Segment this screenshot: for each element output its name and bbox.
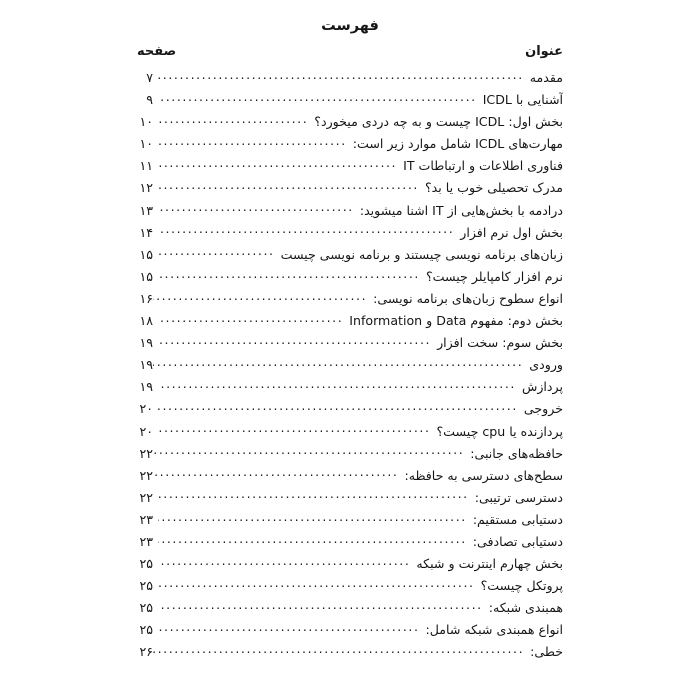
toc-leader-dots [158,154,397,170]
toc-entry[interactable] [137,221,563,243]
toc-entry-title: مدرک تحصیلی خوب یا بد؟ [424,180,563,196]
toc-entry-title: انواع سطوح زبان‌های برنامه نویسی: [373,290,563,306]
toc-entry-title: مهارت‌های ICDL شامل موارد زیر است: [352,136,563,152]
toc-leader-dots [153,287,367,303]
toc-entry-page-number: ۲۵ [139,600,153,616]
toc-entry-title: پروتکل چیست؟ [480,578,563,594]
toc-entry-title: دسترسی ترتیبی: [474,489,563,505]
toc-entry-page-number: ۱۰ [139,114,153,130]
toc-entry-page-number: ۱۲ [139,180,153,196]
toc-entry-title: انواع همبندی شبکه شامل: [425,622,563,638]
toc-entry-page-number: ۱۹ [139,357,153,373]
toc-entry[interactable] [137,154,563,176]
toc-entry-title: ورودی [529,357,563,373]
toc-entry[interactable] [137,66,563,88]
toc-entry-page-number: ۱۴ [139,224,153,240]
toc-leader-dots [158,110,308,126]
toc-leader-dots [153,640,524,656]
toc-entry[interactable] [137,596,563,618]
toc-leader-dots [158,508,467,524]
toc-leader-dots [158,309,343,325]
toc-entry-page-number: ۲۳ [139,511,153,527]
toc-leader-dots [158,88,477,104]
toc-leader-dots [158,530,467,546]
toc-leader-dots [158,176,419,192]
toc-entry[interactable] [137,552,563,574]
toc-entry-title: بخش سوم: سخت افزار [437,335,563,351]
toc-entry-title: سطح‌های دسترسی به حافظه: [404,467,563,483]
toc-entry[interactable] [137,640,563,662]
toc-entry-title: درادمه با بخش‌هایی از IT اشنا میشوید: [359,202,563,218]
page-title: فهرست [321,18,379,34]
toc-entry-page-number: ۱۰ [139,136,153,152]
toc-entry-page-number: ۱۸ [139,313,153,329]
toc-leader-dots [158,397,518,413]
toc-entry-title: پردازش [521,379,563,395]
toc-entry[interactable] [137,243,563,265]
toc-entry[interactable] [137,375,563,397]
toc-entry-title: بخش اول نرم افزار [460,224,563,240]
toc-leader-dots [153,464,398,480]
toc-leader-dots [158,221,454,237]
toc-entry-page-number: ۲۲ [139,489,153,505]
toc-entry[interactable] [137,132,563,154]
toc-leader-dots [158,243,275,259]
toc-entry[interactable] [137,486,563,508]
toc-entry-title: بخش اول: ICDL چیست و به چه دردی میخورد؟ [314,114,563,130]
toc-entry-page-number: ۲۵ [139,622,153,638]
toc-entry-title: خروجی [523,401,563,417]
column-header-title: عنوان [525,44,563,59]
toc-entry-page-number: ۱۵ [139,246,153,262]
toc-leader-dots [158,66,524,82]
toc-leader-dots [153,442,464,458]
toc-entry[interactable] [137,265,563,287]
toc-entry-page-number: ۲۳ [139,533,153,549]
toc-entry-page-number: ۲۰ [139,401,153,417]
toc-entry[interactable] [137,420,563,442]
toc-entry-page-number: ۲۲ [139,467,153,483]
toc-entry-title: دستیابی مستقیم: [472,511,563,527]
toc-entry[interactable] [137,574,563,596]
toc-column-headers [137,44,563,66]
toc-entry-page-number: ۹ [146,92,153,108]
toc-entry-page-number: ۷ [146,70,153,85]
column-header-page: صفحه [137,44,177,59]
toc-entry-page-number: ۱۵ [139,268,153,284]
toc-leader-dots [158,265,420,281]
toc-entry[interactable] [137,508,563,530]
table-of-contents [137,44,563,663]
toc-entry-list [137,66,563,663]
toc-leader-dots [153,353,523,369]
toc-entry-page-number: ۲۵ [139,578,153,594]
toc-leader-dots [158,375,516,391]
toc-leader-dots [158,596,483,612]
toc-entry[interactable] [137,353,563,375]
toc-entry[interactable] [137,88,563,110]
toc-entry[interactable] [137,287,563,309]
toc-entry-page-number: ۲۲ [139,445,153,461]
toc-entry-title: نرم افزار کامپایلر چیست؟ [425,268,563,284]
toc-entry-title: دستیابی تصادفی: [472,533,563,549]
toc-entry-title: مقدمه [529,70,563,85]
toc-entry[interactable] [137,176,563,198]
toc-entry-page-number: ۱۳ [139,202,153,218]
toc-entry[interactable] [137,331,563,353]
toc-entry[interactable] [137,530,563,552]
toc-entry-title: حافظه‌های جانبی: [470,445,563,461]
toc-entry-title: پردازنده یا cpu چیست؟ [436,423,563,439]
toc-entry-title: آشنایی با ICDL [482,92,563,108]
toc-entry-title: همبندی شبکه: [488,600,563,616]
toc-leader-dots [158,132,347,148]
toc-entry-title: بخش چهارم اینترنت و شبکه [416,556,563,572]
toc-entry[interactable] [137,397,563,419]
toc-entry-page-number: ۲۰ [139,423,153,439]
toc-entry-title: بخش دوم: مفهوم Data و Information [349,313,563,329]
toc-entry[interactable] [137,442,563,464]
toc-entry-page-number: ۱۱ [139,158,153,174]
toc-entry-page-number: ۲۶ [139,644,153,660]
toc-entry[interactable] [137,464,563,486]
toc-entry-page-number: ۱۹ [139,335,153,351]
toc-entry-title: فناوری اطلاعات و ارتباطات IT [403,158,563,174]
toc-entry[interactable] [137,309,563,331]
toc-entry-title: خطی: [530,644,563,660]
toc-leader-dots [158,618,420,634]
toc-leader-dots [158,486,469,502]
toc-leader-dots [158,420,431,436]
toc-entry-page-number: ۱۶ [139,290,153,306]
toc-entry[interactable] [137,618,563,640]
toc-leader-dots [158,574,475,590]
toc-entry-page-number: ۱۹ [139,379,153,395]
toc-entry-title: زبان‌های برنامه نویسی چیستند و برنامه نویسی چیست [280,246,563,262]
toc-entry[interactable] [137,199,563,221]
toc-entry-page-number: ۲۵ [139,556,153,572]
toc-leader-dots [158,199,354,215]
toc-leader-dots [158,552,410,568]
toc-entry[interactable] [137,110,563,132]
toc-leader-dots [158,331,431,347]
